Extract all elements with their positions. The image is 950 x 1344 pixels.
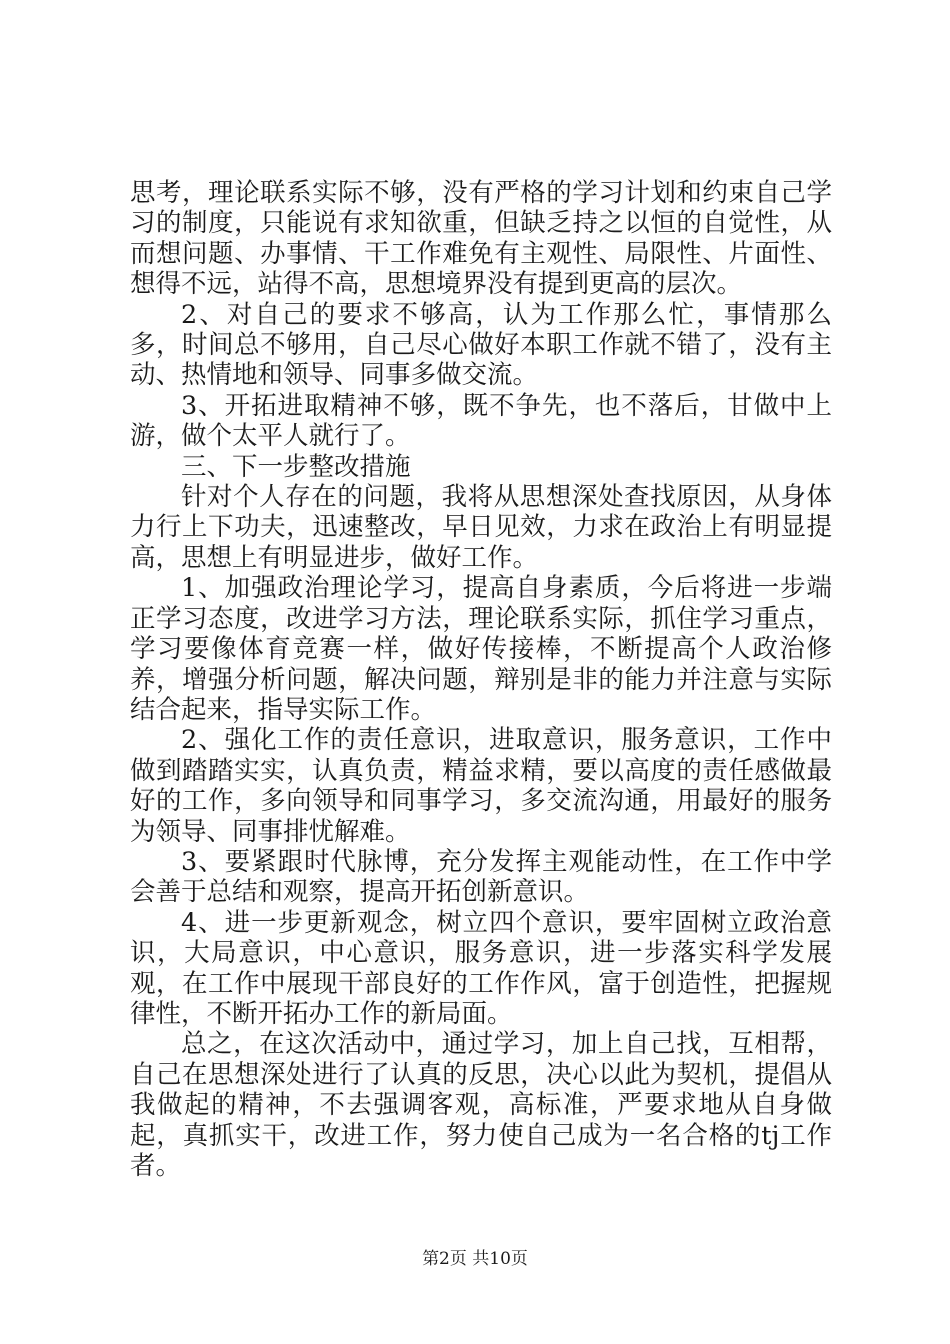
document-body (130, 178, 832, 1181)
paragraph-measure-1: 1、加强政治理论学习，提高自身素质，今后将进一步端正学习态度，改进学习方法，理论联系实际，抓住学习重点，学习要像体育竞赛一样，做好传接棒，不断提高个人政治修养，增强分析问题，解决问题，辩别是非的能力并注意与实际结合起来，指导实际工作。 (130, 573, 832, 725)
paragraph-intro: 针对个人存在的问题，我将从思想深处查找原因，从身体力行上下功夫，迅速整改，早日见效，力求在政治上有明显提高，思想上有明显进步，做好工作。 (130, 482, 832, 573)
section-heading: 三、下一步整改措施 (181, 451, 411, 482)
paragraph-measure-2: 2、强化工作的责任意识，进取意识，服务意识，工作中做到踏踏实实，认真负责，精益求精，要以高度的责任感做最好的工作，多向领导和同事学习，多交流沟通，用最好的服务为领导、同事排忧解难。 (130, 725, 832, 847)
paragraph-measure-4: 4、进一步更新观念，树立四个意识，要牢固树立政治意识，大局意识，中心意识，服务意识，进一步落实科学发展观，在工作中展现干部良好的工作作风，富于创造性，把握规律性，不断开拓办工作的新局面。 (130, 907, 832, 1029)
page-number: 第2页 共10页 (422, 1249, 528, 1269)
paragraph-item-2: 2、对自己的要求不够高，认为工作那么忙，事情那么多，时间总不够用，自己尽心做好本职工作就不错了，没有主动、热情地和领导、同事多做交流。 (130, 299, 832, 391)
paragraph-item-3: 3、开拓进取精神不够，既不争先，也不落后，甘做中上游，做个太平人就行了。 (130, 390, 832, 452)
paragraph-conclusion: 总之，在这次活动中，通过学习，加上自己找，互相帮，自己在思想深处进行了认真的反思，决心以此为契机，提倡从我做起的精神，不去强调客观，高标准，严要求地从自身做起，真抓实干，改进工作，努力使自己成为一名合格的tj工作者。 (130, 1029, 832, 1181)
page-footer (0, 1244, 950, 1269)
paragraph-measure-3: 3、要紧跟时代脉博，充分发挥主观能动性，在工作中学会善于总结和观察，提高开拓创新意识。 (130, 846, 832, 908)
paragraph-continuation: 思考，理论联系实际不够，没有严格的学习计划和约束自己学习的制度，只能说有求知欲重，但缺乏持之以恒的自觉性，从而想问题、办事情、干工作难免有主观性、局限性、片面性、想得不远，站得不高，思想境界没有提到更高的层次。 (130, 178, 832, 300)
